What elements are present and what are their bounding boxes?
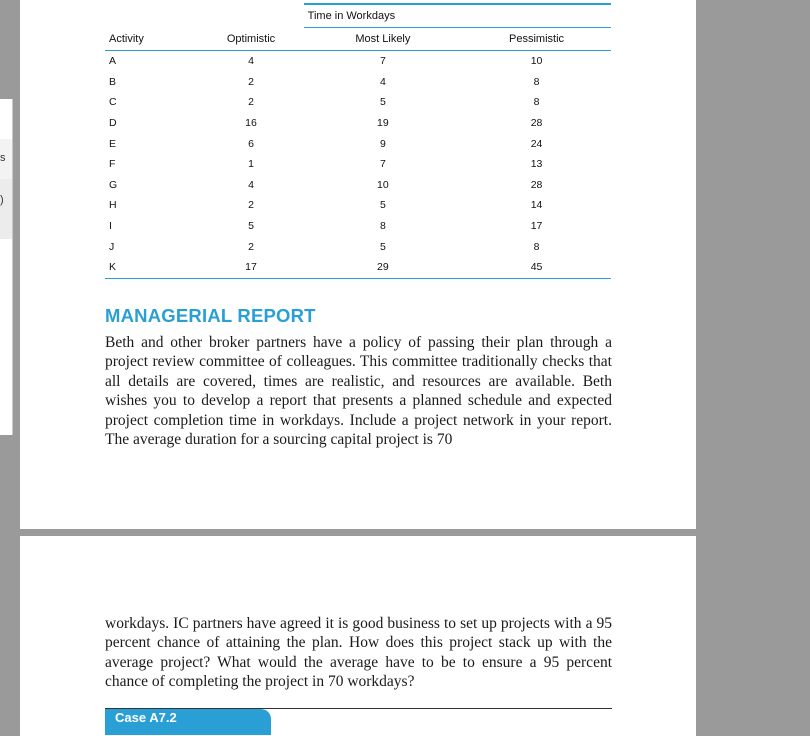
table-row — [105, 195, 611, 216]
table-cell: 2 — [248, 96, 254, 109]
table-cell: 2 — [248, 75, 254, 88]
table-cell: B — [109, 75, 117, 88]
side-panel-glyph: ) — [0, 194, 4, 206]
side-panel-glyph: s — [0, 152, 6, 164]
case-tab-label: Case A7.2 — [115, 710, 177, 725]
table-cell: J — [109, 240, 115, 253]
column-header: Most Likely — [304, 28, 462, 51]
table-cell: 29 — [304, 257, 462, 278]
table-row — [105, 133, 611, 154]
table-row — [105, 51, 611, 72]
table-cell: 8 — [379, 220, 386, 233]
table-cell: D — [109, 117, 117, 130]
table-cell: H — [109, 199, 117, 212]
table-cell: 6 — [248, 137, 254, 150]
report-paragraph: workdays. IC partners have agreed it is good business to set up projects with a 95 percent chance of attaining the plan. How does this project stack up with the average project? What would the average have to be to ensure a 95 percent chance of completing the project in 70 workdays? — [105, 615, 612, 691]
table-row — [105, 257, 611, 278]
table-cell: 28 — [530, 178, 543, 191]
table-cell: 7 — [379, 158, 386, 171]
table-span-header — [304, 4, 611, 28]
table-cell: 7 — [379, 55, 386, 68]
table-cell: 28 — [530, 117, 543, 130]
table-cell: 13 — [530, 158, 543, 171]
table-cell: C — [109, 96, 117, 109]
table-cell: 8 — [533, 240, 540, 253]
workdays-table — [105, 3, 611, 279]
table-cell: 10 — [377, 178, 389, 191]
table-cell: 17 — [198, 257, 303, 278]
document-page — [20, 536, 696, 736]
table-cell: K — [105, 257, 198, 278]
table-row — [105, 154, 611, 175]
table-cell: 4 — [379, 75, 386, 88]
table-span-header-label: Time in Workdays — [307, 10, 396, 22]
table-row — [105, 216, 611, 237]
table-row — [105, 72, 611, 93]
table-cell: 8 — [533, 75, 540, 88]
side-panel-fragment — [0, 99, 13, 435]
document-page — [20, 0, 696, 529]
table-cell: 5 — [248, 220, 254, 233]
table-cell: 2 — [248, 240, 254, 253]
column-header: Activity — [105, 28, 198, 51]
table-cell: 5 — [379, 199, 386, 212]
table-cell: I — [109, 220, 112, 233]
table-cell: 14 — [530, 199, 543, 212]
case-tab — [105, 709, 271, 735]
table-cell: A — [109, 55, 117, 68]
table-cell: G — [109, 178, 118, 191]
report-paragraph: Beth and other broker partners have a policy of passing their plan through a project review committee of colleagues. This committee traditionally checks that all details are covered, times are realistic, and resources are available. Beth wishes you to develop a report that presents a planned schedule and expected project completion time in workdays. Include a project network in your report. The average duration for a sourcing capital project is 70 — [105, 334, 612, 449]
table-cell: 19 — [377, 117, 389, 130]
table-cell: 24 — [530, 137, 543, 150]
table-cell: 8 — [533, 96, 540, 109]
table-row — [105, 92, 611, 113]
table-cell: 1 — [248, 158, 254, 171]
table-row — [105, 175, 611, 196]
table-cell: 4 — [248, 178, 254, 191]
table-cell: 10 — [530, 55, 543, 68]
section-heading: MANAGERIAL REPORT — [105, 305, 316, 326]
column-header: Optimistic — [198, 28, 303, 51]
side-panel-band — [0, 179, 12, 239]
table-cell: 5 — [379, 240, 386, 253]
table-row — [105, 113, 611, 134]
table-cell: E — [109, 137, 117, 150]
table-cell: 45 — [462, 257, 611, 278]
table-cell: 5 — [379, 96, 386, 109]
table-cell: 17 — [530, 220, 543, 233]
table-cell: 9 — [379, 137, 386, 150]
table-cell: F — [109, 158, 116, 171]
table-cell: 2 — [248, 199, 254, 212]
column-header: Pessimistic — [462, 28, 611, 51]
table-cell: 4 — [248, 55, 254, 68]
table-cell: 16 — [245, 117, 257, 130]
table-row — [105, 236, 611, 257]
